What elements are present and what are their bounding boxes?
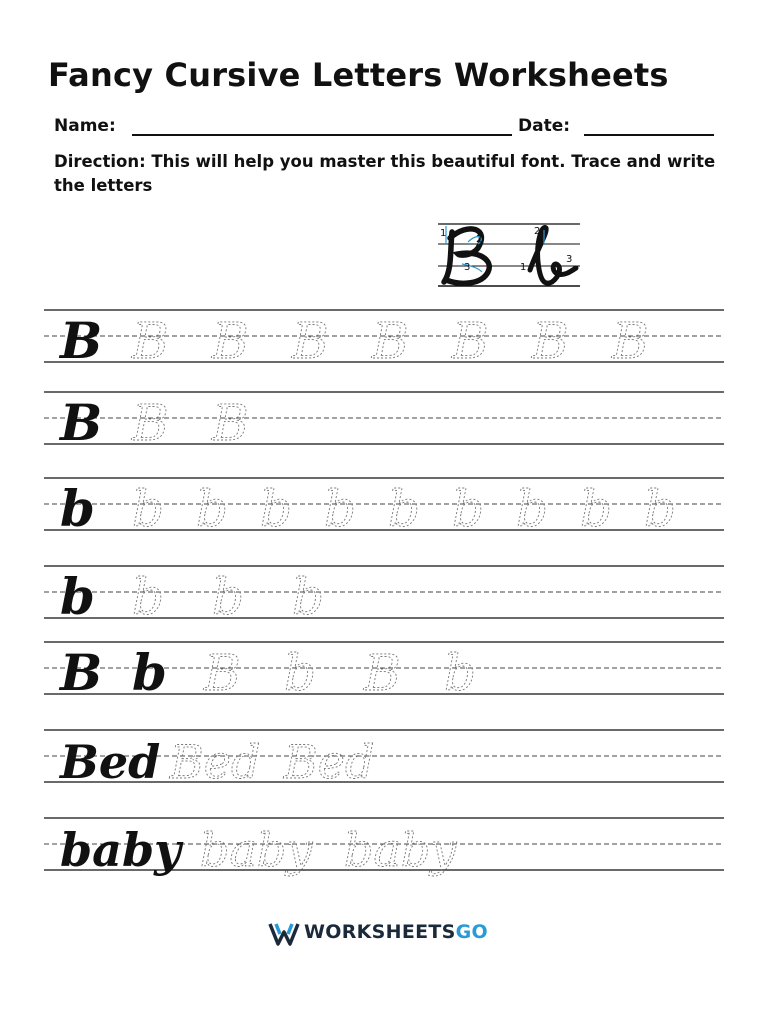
trace-letter: Bed [170, 735, 261, 789]
stroke-num-b1: 1 [520, 262, 527, 273]
practice-row [44, 818, 724, 877]
stroke-num-2: 2 [476, 234, 483, 245]
trace-letter: b [444, 644, 477, 702]
trace-letter: b [284, 644, 317, 702]
practice-row [44, 566, 724, 626]
footer-brand-text [304, 921, 488, 943]
trace-letter: b [132, 480, 165, 538]
practice-row [44, 730, 724, 789]
direction-text: Direction: This will help you master this beautiful font. Trace and write the letters [54, 152, 716, 195]
trace-letter: b [644, 480, 677, 538]
trace-letter: B [132, 394, 169, 452]
date-label: Date: [518, 116, 571, 136]
double-chevron-w-icon [268, 920, 300, 948]
practice-row [44, 642, 724, 702]
stroke-num-b2: 2 [534, 226, 541, 237]
trace-letter: B [612, 312, 649, 370]
name-label: Name: [54, 116, 116, 136]
trace-letter: B [212, 394, 249, 452]
trace-letter: b [452, 480, 485, 538]
stroke-num-b3: 3 [566, 254, 573, 265]
trace-letter: B [372, 312, 409, 370]
practice-row [44, 310, 724, 370]
trace-letter: B [292, 312, 329, 370]
trace-letter: baby [344, 823, 457, 877]
trace-letter: b [580, 480, 613, 538]
trace-letter: b [516, 480, 549, 538]
model-letter: B [60, 311, 103, 370]
trace-letter: b [132, 568, 165, 626]
model-letter: Bed [60, 735, 161, 789]
trace-letter: B [132, 312, 169, 370]
model-letter: B [60, 393, 103, 452]
trace-letter: b [260, 480, 293, 538]
stroke-num-3: 3 [464, 262, 471, 273]
trace-letter: b [324, 480, 357, 538]
footer-brand [268, 918, 508, 948]
trace-letter: b [388, 480, 421, 538]
trace-letter: Bed [284, 735, 375, 789]
trace-letter: b [292, 568, 325, 626]
model-letter: baby [60, 823, 181, 877]
stroke-num-1: 1 [440, 228, 447, 239]
practice-row [44, 478, 724, 538]
trace-letter: B [532, 312, 569, 370]
brand-part1: WORKSHEETS [304, 921, 456, 943]
trace-letter: b [212, 568, 245, 626]
model-letter: B [60, 643, 103, 702]
practice-row [44, 392, 724, 452]
model-letter: b [132, 643, 167, 702]
trace-letter: baby [200, 823, 313, 877]
page-title: Fancy Cursive Letters Worksheets [48, 56, 669, 94]
trace-letter: B [204, 644, 241, 702]
model-letter: b [60, 567, 95, 626]
trace-letter: B [364, 644, 401, 702]
brand-part2: GO [455, 921, 489, 943]
model-letter: b [60, 479, 95, 538]
trace-letter: b [196, 480, 229, 538]
trace-letter: B [212, 312, 249, 370]
trace-letter: B [452, 312, 489, 370]
